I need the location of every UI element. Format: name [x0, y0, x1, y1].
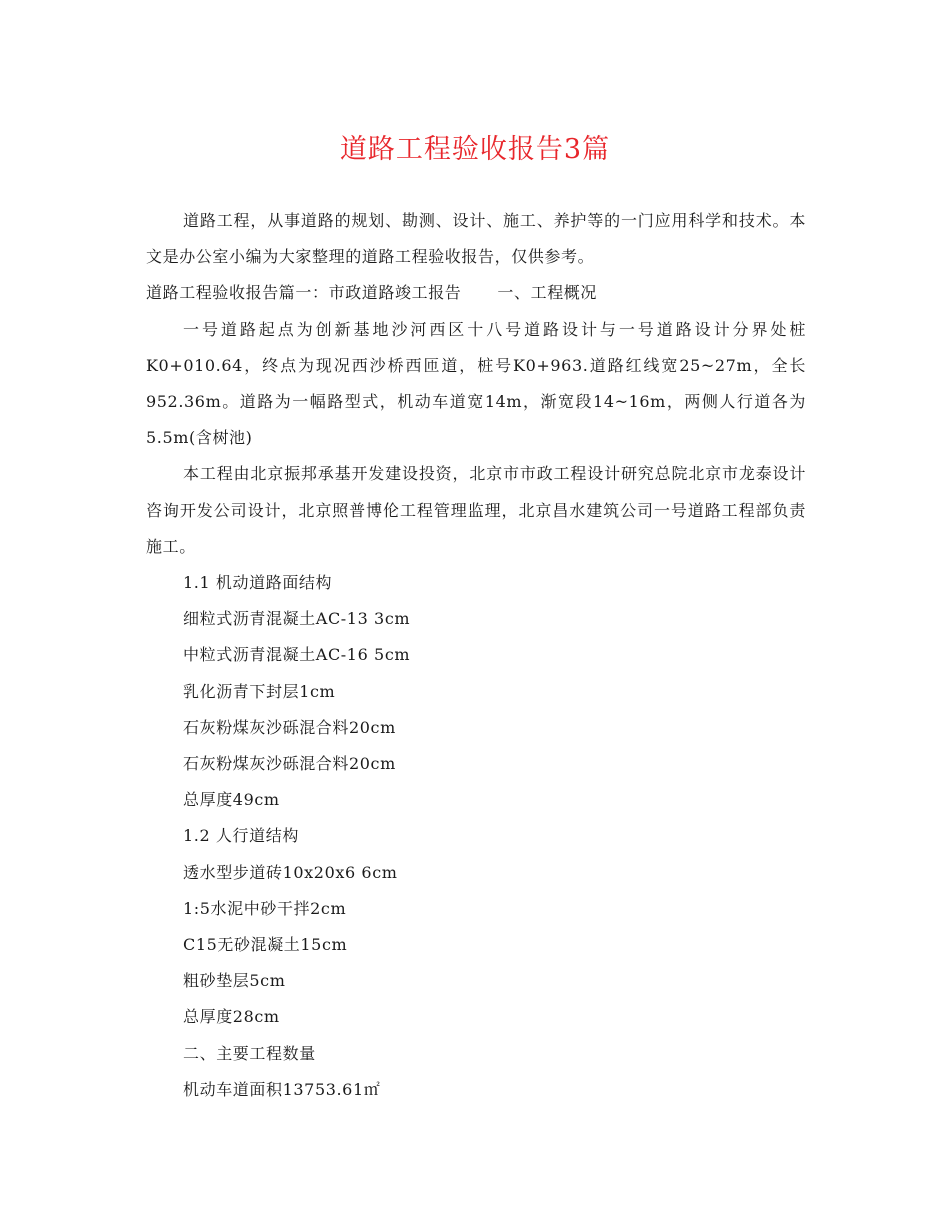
list-item: 总厚度28cm: [183, 1007, 280, 1027]
document-title: 道路工程验收报告3篇: [339, 134, 611, 165]
list-item: 中粒式沥青混凝土AC-16 5cm: [183, 645, 411, 665]
list-item: 透水型步道砖10x20x6 6cm: [183, 862, 398, 882]
list-item: 1.2 人行道结构: [183, 826, 299, 846]
list-item: 粗砂垫层5cm: [183, 971, 286, 991]
list-item: 机动车道面积13753.61㎡: [183, 1079, 381, 1099]
section-heading-report: 道路工程验收报告篇一：市政道路竣工报告: [146, 283, 462, 303]
list-item: 二、主要工程数量: [183, 1043, 316, 1063]
list-item: 1:5水泥中砂干拌2cm: [183, 898, 347, 918]
overview-paragraph: 一号道路起点为创新基地沙河西区十八号道路设计与一号道路设计分界处桩K0+010.64，终点为现况西沙桥西匝道，桩号K0+963.道路红线宽25~27m，全长952.36m。道路为一幅路型式，机动车道宽14m，渐宽段14~16m，两侧人行道各为5.5m(含树池): [146, 319, 806, 448]
list-item: 细粒式沥青混凝土AC-13 3cm: [183, 609, 411, 629]
list-item: 石灰粉煤灰沙砾混合料20cm: [183, 717, 396, 737]
section-heading-overview: 一、工程概况: [497, 283, 598, 303]
section-heading-line: [146, 275, 806, 311]
document-body: [146, 203, 806, 1108]
list-item: 总厚度49cm: [183, 790, 280, 810]
contractor-paragraph: 本工程由北京振邦承基开发建设投资，北京市市政工程设计研究总院北京市龙泰设计咨询开发公司设计，北京照普博伦工程管理监理，北京昌水建筑公司一号道路工程部负责施工。: [146, 464, 806, 556]
list-item: 石灰粉煤灰沙砾混合料20cm: [183, 754, 396, 774]
intro-paragraph: 道路工程，从事道路的规划、勘测、设计、施工、养护等的一门应用科学和技术。本文是办公室小编为大家整理的道路工程验收报告，仅供参考。: [146, 211, 806, 267]
list-item: C15无砂混凝土15cm: [183, 935, 348, 955]
list-item: 1.1 机动道路面结构: [183, 573, 333, 593]
list-item: 乳化沥青下封层1cm: [183, 681, 336, 701]
